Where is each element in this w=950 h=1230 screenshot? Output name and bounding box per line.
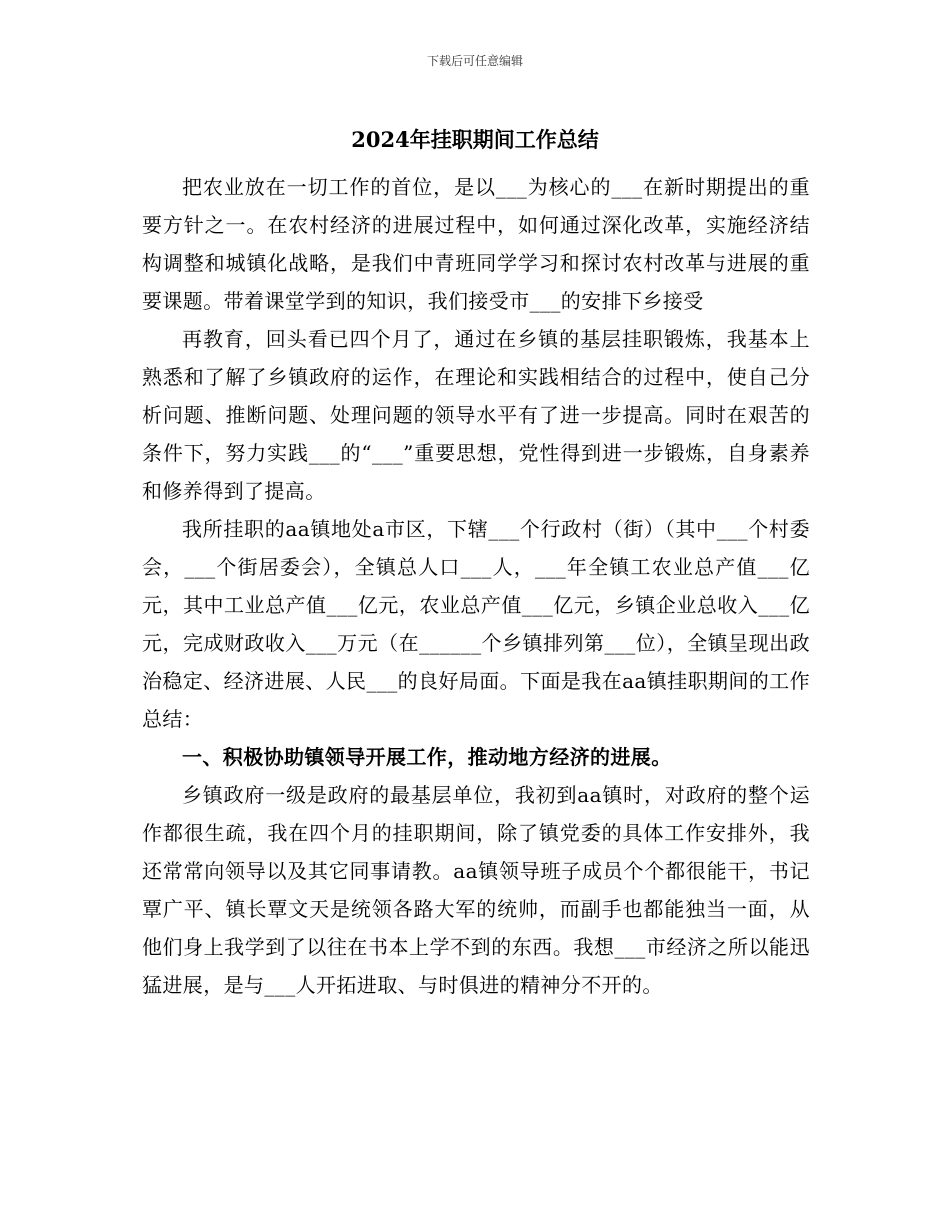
document-body <box>142 168 810 1004</box>
header-note: 下载后可任意编辑 <box>426 54 523 68</box>
paragraph-1: 把农业放在一切工作的首位，是以___为核心的___在新时期提出的重要方针之一。在农村经济的进展过程中，如何通过深化改革，实施经济结构调整和城镇化战略，是我们中青班同学学习和探讨农村改革与进展的重要课题。带着课堂学到的知识，我们接受市___的安排下乡接受 <box>142 175 810 313</box>
paragraph-3: 我所挂职的aa镇地处a市区，下辖___个行政村（街）（其中___个村委会，___个街居委会），全镇总人口___人，___年全镇工农业总产值___亿元，其中工业总产值___亿元，农业总产值___亿元，乡镇企业总收入___亿元，完成财政收入___万元（在______个乡镇排列第___位），全镇呈现出政治稳定、经济进展、人民___的良好局面。下面是我在aa镇挂职期间的工作总结： <box>142 517 810 731</box>
paragraph-4: 乡镇政府一级是政府的最基层单位，我初到aa镇时，对政府的整个运作都很生疏，我在四个月的挂职期间，除了镇党委的具体工作安排外，我还常常向领导以及其它同事请教。aa镇领导班子成员个个都很能干，书记覃广平、镇长覃文天是统领各路大军的统帅，而副手也都能独当一面，从他们身上我学到了以往在书本上学不到的东西。我想___市经济之所以能迅猛进展，是与___人开拓进取、与时俱进的精神分不开的。 <box>142 783 810 997</box>
section-heading-1: 一、积极协助镇领导开展工作，推动地方经济的进展。 <box>182 745 672 769</box>
document-title: 2024年挂职期间工作总结 <box>351 127 599 152</box>
paragraph-2: 再教育，回头看已四个月了，通过在乡镇的基层挂职锻炼，我基本上熟悉和了解了乡镇政府的运作，在理论和实践相结合的过程中，使自己分析问题、推断问题、处理问题的领导水平有了进一步提高。同时在艰苦的条件下，努力实践___的“___”重要思想，党性得到进一步锻炼，自身素养和修养得到了提高。 <box>142 327 810 503</box>
